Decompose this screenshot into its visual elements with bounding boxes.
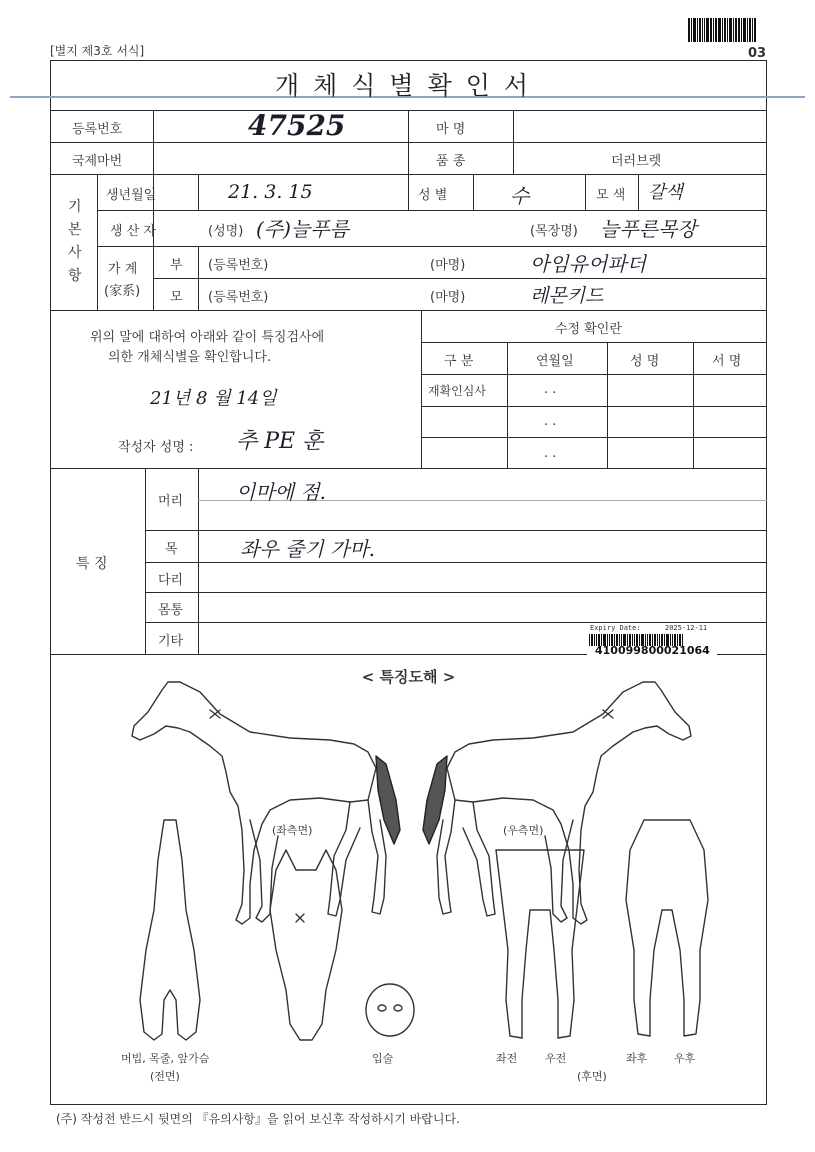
left-side-horse xyxy=(132,682,400,924)
head-value: 이마에 점. xyxy=(236,480,326,504)
leg-label: 다리 xyxy=(158,573,184,588)
writer-label: 작성자 성명 : xyxy=(118,440,194,455)
farm-value: 늘푸른목장 xyxy=(600,217,697,241)
revision-header: 수정 확인란 xyxy=(555,322,622,337)
coat-label: 모 색 xyxy=(596,188,626,203)
breeder-label: 생 산 자 xyxy=(110,224,156,239)
reinspector-label: 재확인심사 xyxy=(428,384,486,398)
features-section-label: 특 징 xyxy=(76,556,108,572)
front-view-horse xyxy=(140,820,200,1040)
dam-name-value: 레몬키드 xyxy=(530,285,604,307)
horse-diagram xyxy=(50,660,767,1080)
page-barcode xyxy=(688,18,757,42)
front-view-caption: 머빕, 목줄, 앞가슴 xyxy=(121,1052,210,1065)
sire-label: 부 xyxy=(170,258,183,273)
revision-date-1: . . xyxy=(544,382,557,397)
neck-label: 목 xyxy=(165,542,178,557)
expiry-value: 2025-12-11 xyxy=(665,624,708,632)
basic-section-label: 기 본 사 항 xyxy=(68,199,82,284)
revision-date-2: . . xyxy=(544,414,557,429)
hind-right-caption: 우후 xyxy=(674,1052,696,1065)
coat-value: 갈색 xyxy=(648,182,683,203)
reg-no-label: 등록번호 xyxy=(72,122,123,137)
right-side-horse xyxy=(423,682,691,924)
breed-label: 품 종 xyxy=(436,154,466,169)
neck-value: 좌우 줄기 가마. xyxy=(240,537,375,561)
head-label: 머리 xyxy=(158,494,184,509)
rear-view-horse xyxy=(626,820,708,1036)
birth-label: 생년월일 xyxy=(106,188,157,203)
diagram-title: < 특징도해 > xyxy=(361,668,456,686)
sex-label: 성 별 xyxy=(418,188,448,203)
right-side-caption: (우측면) xyxy=(503,824,544,837)
col-name: 성 명 xyxy=(630,354,660,369)
pedigree-hanja: (家系) xyxy=(104,284,141,299)
hind-left-caption: 좌후 xyxy=(626,1052,648,1065)
front-legs-view xyxy=(496,850,584,1038)
form-reference: [별지 제3호 서식] xyxy=(50,44,145,58)
sire-name-value: 아임유어파더 xyxy=(530,252,646,276)
footnote: (주) 작성전 반드시 뒷면의 『유의사항』을 읽어 보신후 작성하시기 바랍니다. xyxy=(56,1112,460,1126)
writer-signature: 추 PE 훈 xyxy=(236,429,324,454)
page-title: 개체식별확인서 xyxy=(274,71,543,100)
sire-name-label: (마명) xyxy=(430,258,466,273)
breeder-name-value: (주)늘푸름 xyxy=(256,217,349,241)
expiry-label: Expiry Date: xyxy=(590,624,641,632)
pedigree-label: 가 계 xyxy=(108,262,138,277)
dam-label: 모 xyxy=(170,290,183,305)
barcode-sticker xyxy=(587,624,717,660)
sex-value: 수 xyxy=(510,184,530,208)
dam-reg-label: (등록번호) xyxy=(208,290,269,305)
confirm-date: 21년 8 월 14일 xyxy=(150,388,277,409)
etc-label: 기타 xyxy=(158,634,184,649)
front-left-caption: 좌전 xyxy=(496,1052,518,1065)
reg-no-value: 47525 xyxy=(248,109,346,142)
rear-view-label: (후면) xyxy=(577,1070,607,1083)
revision-date-3: . . xyxy=(544,446,557,461)
left-side-caption: (좌측면) xyxy=(272,824,313,837)
front-right-caption: 우전 xyxy=(545,1052,567,1065)
front-view-label: (전면) xyxy=(150,1070,180,1083)
sticker-code: 410099800021064 xyxy=(595,644,710,657)
farm-label: (목장명) xyxy=(530,224,578,239)
breed-value: 더러브렛 xyxy=(611,154,662,169)
lips-caption: 입술 xyxy=(372,1052,394,1065)
confirm-statement-2: 의한 개체식별을 확인합니다. xyxy=(108,350,272,365)
page-number: 03 xyxy=(748,46,767,61)
sire-reg-label: (등록번호) xyxy=(208,258,269,273)
col-sign: 서 명 xyxy=(712,354,742,369)
body-label: 몸통 xyxy=(158,603,184,618)
breeder-name-label: (성명) xyxy=(208,224,244,239)
horse-name-label: 마 명 xyxy=(436,122,466,137)
col-type: 구 분 xyxy=(444,354,474,369)
dam-name-label: (마명) xyxy=(430,290,466,305)
lips-view xyxy=(366,984,414,1036)
confirm-statement-1: 위의 말에 대하여 아래와 같이 특징검사에 xyxy=(90,330,325,345)
intl-no-label: 국제마번 xyxy=(72,154,123,169)
birth-value: 21. 3. 15 xyxy=(228,181,313,203)
col-date: 연월일 xyxy=(536,354,574,369)
